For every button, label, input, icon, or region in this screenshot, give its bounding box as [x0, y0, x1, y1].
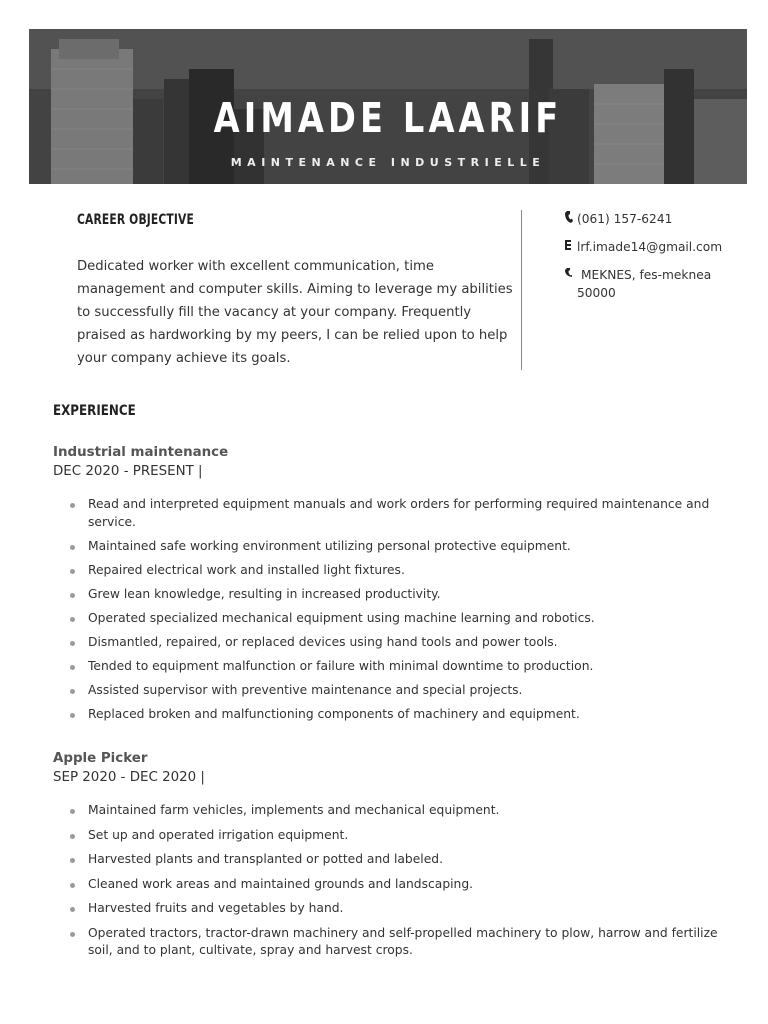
job-title: Apple Picker	[53, 751, 148, 766]
list-item: Repaired electrical work and installed light fixtures.	[53, 562, 733, 580]
list-item: Harvested plants and transplanted or potted and labeled.	[53, 851, 733, 869]
contact-address-row	[565, 266, 755, 302]
list-item: Maintained farm vehicles, implements and mechanical equipment.	[53, 802, 733, 820]
contact-email-row	[565, 238, 755, 256]
job-entry-apple-picker	[53, 750, 733, 960]
phone-number[interactable]: (061) 157-6241	[577, 212, 673, 226]
phone-icon	[565, 211, 577, 223]
job-bullet-list	[53, 496, 733, 723]
location-icon	[565, 267, 577, 279]
bullet-dot-icon	[70, 809, 75, 814]
bullet-dot-icon	[70, 503, 75, 508]
vertical-divider	[521, 210, 522, 370]
bullet-dot-icon	[70, 641, 75, 646]
contact-info	[565, 210, 755, 312]
list-item: Operated tractors, tractor-drawn machinery and self-propelled machinery to plow, harrow and fertilize soil, and to plant, cultivate, spray and harvest crops.	[53, 925, 733, 960]
job-title: Industrial maintenance	[53, 445, 229, 460]
bullet-dot-icon	[70, 858, 75, 863]
bullet-dot-icon	[70, 593, 75, 598]
list-item: Maintained safe working environment utilizing personal protective equipment.	[53, 538, 733, 556]
list-item: Grew lean knowledge, resulting in increased productivity.	[53, 586, 733, 604]
list-item: Read and interpreted equipment manuals and work orders for performing required maintenance and service.	[53, 496, 733, 531]
list-item: Harvested fruits and vegetables by hand.	[53, 900, 733, 918]
contact-phone-row	[565, 210, 755, 228]
bullet-dot-icon	[70, 834, 75, 839]
career-objective-text: Dedicated worker with excellent communication, time management and computer skills. Aiming to leverage my abilities to successfully fill the vacancy at your company. Frequently praised as hardworking by my peers, I can be relied upon to help your company achieve its goals.	[77, 259, 513, 366]
list-item: Replaced broken and malfunctioning components of machinery and equipment.	[53, 706, 733, 724]
job-dates: DEC 2020 - PRESENT |	[53, 464, 203, 479]
list-item: Dismantled, repaired, or replaced devices using hand tools and power tools.	[53, 634, 733, 652]
list-item: Assisted supervisor with preventive maintenance and special projects.	[53, 682, 733, 700]
career-objective-heading: CAREER OBJECTIVE	[77, 212, 195, 228]
bullet-dot-icon	[70, 665, 75, 670]
address	[577, 266, 711, 302]
bullet-dot-icon	[70, 569, 75, 574]
list-item: Operated specialized mechanical equipment using machine learning and robotics.	[53, 610, 733, 628]
bullet-dot-icon	[70, 932, 75, 937]
header-banner	[29, 29, 747, 184]
candidate-name: AIMADE LAARIF	[213, 94, 563, 142]
bullet-dot-icon	[70, 617, 75, 622]
job-dates: SEP 2020 - DEC 2020 |	[53, 770, 205, 785]
bullet-dot-icon	[70, 689, 75, 694]
bullet-dot-icon	[70, 883, 75, 888]
bullet-dot-icon	[70, 713, 75, 718]
email-address[interactable]: lrf.imade14@gmail.com	[577, 240, 723, 254]
bullet-dot-icon	[70, 907, 75, 912]
address-line-1: MEKNES, fes-meknea	[581, 268, 712, 282]
email-icon	[565, 239, 577, 251]
list-item: Set up and operated irrigation equipment.	[53, 827, 733, 845]
address-line-2: 50000	[577, 286, 616, 300]
bullet-dot-icon	[70, 545, 75, 550]
experience-heading: EXPERIENCE	[53, 403, 136, 419]
job-title-subtitle: MAINTENANCE INDUSTRIELLE	[230, 156, 546, 169]
job-bullet-list	[53, 802, 733, 960]
list-item: Cleaned work areas and maintained grounds and landscaping.	[53, 876, 733, 894]
list-item: Tended to equipment malfunction or failure with minimal downtime to production.	[53, 658, 733, 676]
job-entry-industrial-maintenance	[53, 444, 733, 723]
